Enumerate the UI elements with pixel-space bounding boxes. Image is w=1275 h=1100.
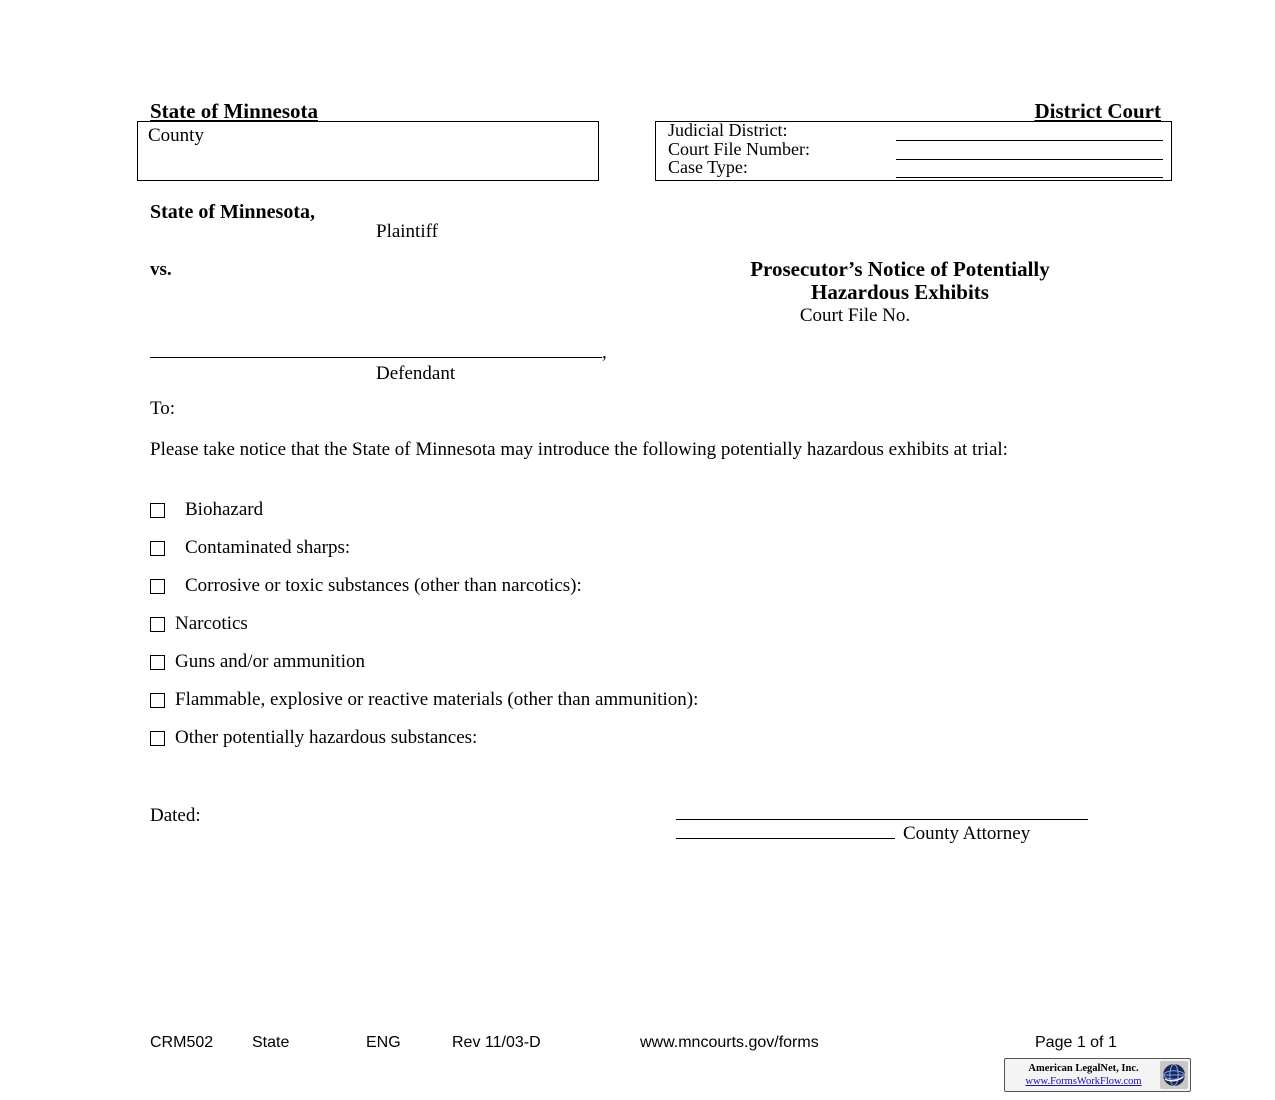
legalnet-badge [1004,1058,1191,1092]
formsworkflow-link[interactable]: www.FormsWorkFlow.com [1025,1076,1142,1087]
checkbox-item-contaminated-sharps [150,537,698,559]
guns-ammunition-label: Guns and/or ammunition [175,651,365,672]
footer-revision: Rev 11/03-D [452,1034,541,1051]
judicial-district-label: Judicial District: [668,120,788,140]
flammable-explosive-label: Flammable, explosive or reactive materials (other than ammunition): [175,689,699,710]
notice-title-line1: Prosecutor’s Notice of Potentially [750,257,1050,281]
case-type-input-line[interactable] [896,163,1163,178]
contaminated-sharps-checkbox[interactable] [150,541,165,556]
other-hazardous-label: Other potentially hazardous substances: [175,727,478,748]
case-type-label: Case Type: [668,157,748,177]
county-box [137,121,599,181]
narcotics-checkbox[interactable] [150,617,165,632]
judicial-district-input-line[interactable] [896,126,1163,141]
county-attorney-row [676,822,1030,845]
signature-input-line[interactable] [676,801,1088,820]
court-file-number-input-line[interactable] [896,145,1163,160]
defendant-name-input-line[interactable] [150,339,602,358]
checkbox-item-biohazard [150,499,698,521]
checkbox-item-narcotics [150,613,698,635]
biohazard-label: Biohazard [185,499,264,520]
footer-language: ENG [366,1034,401,1051]
contaminated-sharps-label: Contaminated sharps: [185,537,351,558]
checkbox-item-other-hazardous [150,727,698,749]
checkbox-item-corrosive-toxic [150,575,698,597]
corrosive-toxic-label: Corrosive or toxic substances (other than narcotics): [185,575,582,596]
attorney-name-input-line[interactable] [676,822,895,839]
biohazard-checkbox[interactable] [150,503,165,518]
checkbox-item-guns-ammunition [150,651,698,673]
plaintiff-name: State of Minnesota, [150,201,315,223]
county-label: County [148,125,204,146]
flammable-explosive-checkbox[interactable] [150,693,165,708]
footer-page-number: Page 1 of 1 [1035,1034,1117,1051]
county-attorney-label: County Attorney [903,823,1031,844]
footer-form-number: CRM502 [150,1034,214,1051]
court-file-number-label: Court File Number: [668,138,810,159]
defendant-comma: , [602,342,607,363]
globe-icon [1160,1061,1188,1089]
other-hazardous-checkbox[interactable] [150,731,165,746]
corrosive-toxic-checkbox[interactable] [150,579,165,594]
plaintiff-role-label: Plaintiff [376,221,438,242]
notice-paragraph: Please take notice that the State of Minnesota may introduce the following potentially hazardous exhibits at trial: [150,439,1008,460]
footer-state: State [252,1034,290,1051]
district-court-title: District Court [1034,99,1161,123]
narcotics-label: Narcotics [175,613,248,634]
notice-title-line2: Hazardous Exhibits [811,280,989,304]
court-info-box [655,121,1172,181]
versus-label: vs. [150,259,172,280]
defendant-name-row [150,339,607,364]
to-label: To: [150,398,176,419]
case-type-row [668,157,1163,178]
legalnet-text-block [1007,1062,1160,1088]
dated-label: Dated: [150,805,201,826]
court-file-no-label: Court File No. [799,305,911,326]
form-footer [0,1034,1275,1056]
guns-ammunition-checkbox[interactable] [150,655,165,670]
legalnet-company-name: American LegalNet, Inc. [1028,1063,1139,1074]
notice-title-block [642,258,1158,327]
hazard-checkbox-list [150,499,698,765]
footer-website: www.mncourts.gov/forms [640,1034,819,1051]
defendant-role-label: Defendant [376,363,456,384]
checkbox-item-flammable-explosive [150,689,698,711]
state-of-minnesota-title: State of Minnesota [150,99,318,123]
